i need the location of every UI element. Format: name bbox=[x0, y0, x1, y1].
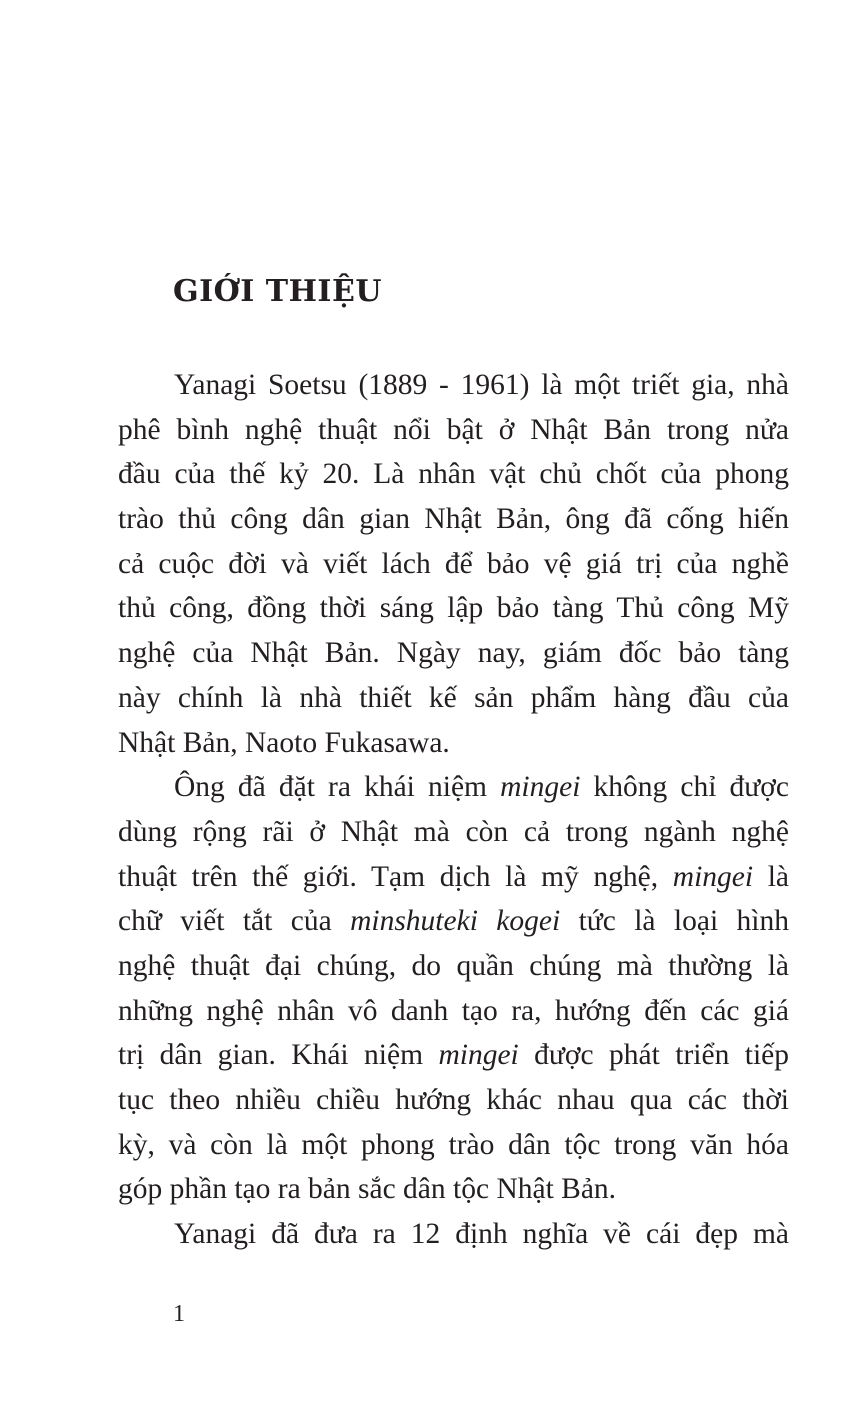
text-line: nghệ thuật đại chúng, do quần chúng mà thường là bbox=[118, 949, 789, 982]
text-line bbox=[118, 899, 789, 944]
text-line: nghệ của Nhật Bản. Ngày nay, giám đốc bảo tàng bbox=[118, 637, 789, 670]
text-line: Yanagi đã đưa ra 12 định nghĩa về cái đẹp mà bbox=[174, 1218, 789, 1251]
italic-term: mingei bbox=[438, 1039, 519, 1072]
text-line: những nghệ nhân vô danh tạo ra, hướng đến các giá bbox=[118, 994, 789, 1027]
text-line: góp phần tạo ra bản sắc dân tộc Nhật Bản. bbox=[118, 1173, 617, 1206]
text-span: thuật trên thế giới. Tạm dịch là mỹ nghệ, bbox=[118, 860, 673, 893]
text-span: chữ viết tắt của bbox=[118, 905, 351, 938]
italic-term: mingei bbox=[500, 771, 581, 804]
text-line bbox=[118, 1033, 789, 1078]
text-span: được phát triển tiếp bbox=[518, 1039, 789, 1072]
text-span: Ông đã đặt ra khái niệm bbox=[174, 771, 501, 804]
chapter-heading: GIỚI THIỆU bbox=[173, 274, 382, 309]
italic-term: mingei bbox=[672, 860, 754, 893]
text-line: trào thủ công dân gian Nhật Bản, ông đã cống hiến bbox=[118, 503, 789, 536]
italic-term: minshuteki kogei bbox=[350, 905, 561, 938]
paragraph-3 bbox=[118, 1212, 789, 1257]
page-number: 1 bbox=[173, 1301, 185, 1327]
text-line: Yanagi Soetsu (1889 - 1961) là một triết gia, nhà bbox=[174, 369, 789, 401]
text-line: dùng rộng rãi ở Nhật mà còn cả trong ngành nghệ bbox=[118, 815, 789, 848]
body-text bbox=[118, 363, 789, 1257]
text-line bbox=[118, 855, 789, 900]
text-line: phê bình nghệ thuật nổi bật ở Nhật Bản trong nửa bbox=[118, 413, 789, 446]
paragraph-1 bbox=[118, 363, 789, 765]
text-span: là bbox=[753, 860, 789, 893]
text-line: tục theo nhiều chiều hướng khác nhau qua các thời bbox=[118, 1084, 789, 1116]
paragraph-2 bbox=[118, 765, 789, 1212]
text-line: kỳ, và còn là một phong trào dân tộc trong văn hóa bbox=[118, 1128, 789, 1161]
text-line: cả cuộc đời và viết lách để bảo vệ giá trị của nghề bbox=[118, 547, 789, 580]
text-span: trị dân gian. Khái niệm bbox=[118, 1039, 439, 1072]
text-line: Nhật Bản, Naoto Fukasawa. bbox=[118, 726, 450, 759]
text-line bbox=[118, 765, 789, 810]
text-line: này chính là nhà thiết kế sản phẩm hàng đầu của bbox=[118, 681, 789, 714]
text-span: tức là loại hình bbox=[560, 905, 789, 938]
text-line: thủ công, đồng thời sáng lập bảo tàng Thủ công Mỹ bbox=[118, 592, 789, 625]
text-line: đầu của thế kỷ 20. Là nhân vật chủ chốt của phong bbox=[118, 458, 789, 491]
text-span: không chỉ được bbox=[580, 771, 789, 804]
